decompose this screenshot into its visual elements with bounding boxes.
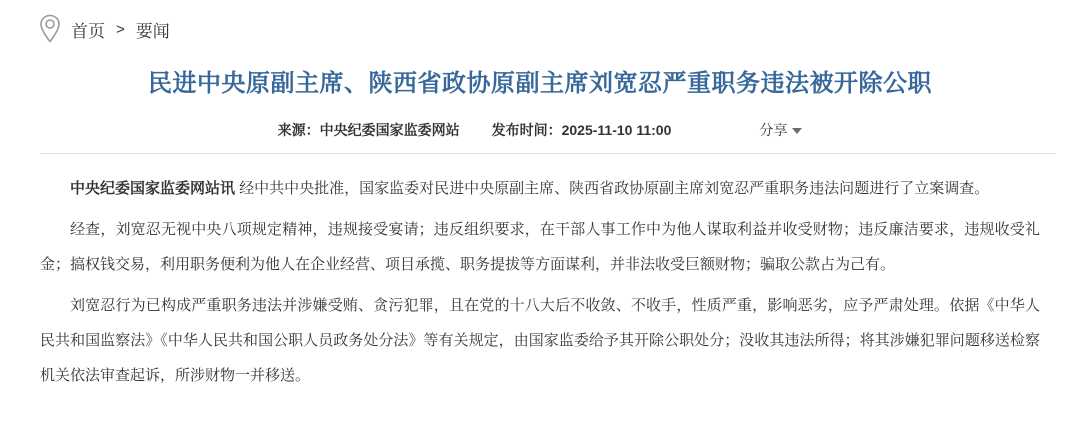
- share-button[interactable]: [759, 120, 802, 140]
- paragraph-1-text: 经中共中央批准，国家监委对民进中央原副主席、陕西省政协原副主席刘宽忍严重职务违法问题进行了立案调查。: [235, 180, 990, 197]
- page-title: 民进中央原副主席、陕西省政协原副主席刘宽忍严重职务违法被开除公职: [148, 70, 932, 97]
- location-pin-icon: [38, 14, 62, 44]
- breadcrumb-current-link[interactable]: 要闻: [135, 21, 170, 41]
- breadcrumb-home-link[interactable]: 首页: [71, 21, 105, 41]
- paragraph-3: 刘宽忍行为已构成严重职务违法并涉嫌受贿、贪污犯罪，且在党的十八大后不收敛、不收手，性质严重，影响恶劣，应予严肃处理。依据《中华人民共和国监察法》《中华人民共和国公职人员政务处分法》等有关规定，由国家监委给予其开除公职处分；没收其违法所得；将其涉嫌犯罪问题移送检察机关依法审查起诉，所涉财物一并移送。: [40, 297, 1040, 384]
- paragraph-1: [40, 171, 1040, 206]
- share-label: 分享: [759, 122, 788, 138]
- breadcrumb: [0, 0, 1080, 44]
- publish-time: 2025-11-10 11:00: [561, 122, 672, 138]
- paragraph-1-lead: 中央纪委国家监委网站讯: [70, 180, 236, 197]
- article-body: [0, 154, 1080, 393]
- source-value: 中央纪委国家监委网站: [319, 122, 460, 138]
- paragraph-2: 经查，刘宽忍无视中央八项规定精神，违规接受宴请；违反组织要求，在干部人事工作中为他人谋取利益并收受财物；违反廉洁要求，违规收受礼金；搞权钱交易，利用职务便利为他人在企业经营、项目承揽、职务提拔等方面谋利，并非法收受巨额财物；骗取公款占为己有。: [40, 221, 1040, 273]
- publish-field: [492, 120, 672, 140]
- breadcrumb-separator: >: [116, 20, 125, 38]
- chevron-down-icon: [792, 128, 802, 134]
- source-field: [278, 120, 460, 140]
- article-meta: [0, 120, 1080, 140]
- publish-label: 发布时间：: [491, 122, 562, 138]
- source-label: 来源：: [277, 122, 320, 138]
